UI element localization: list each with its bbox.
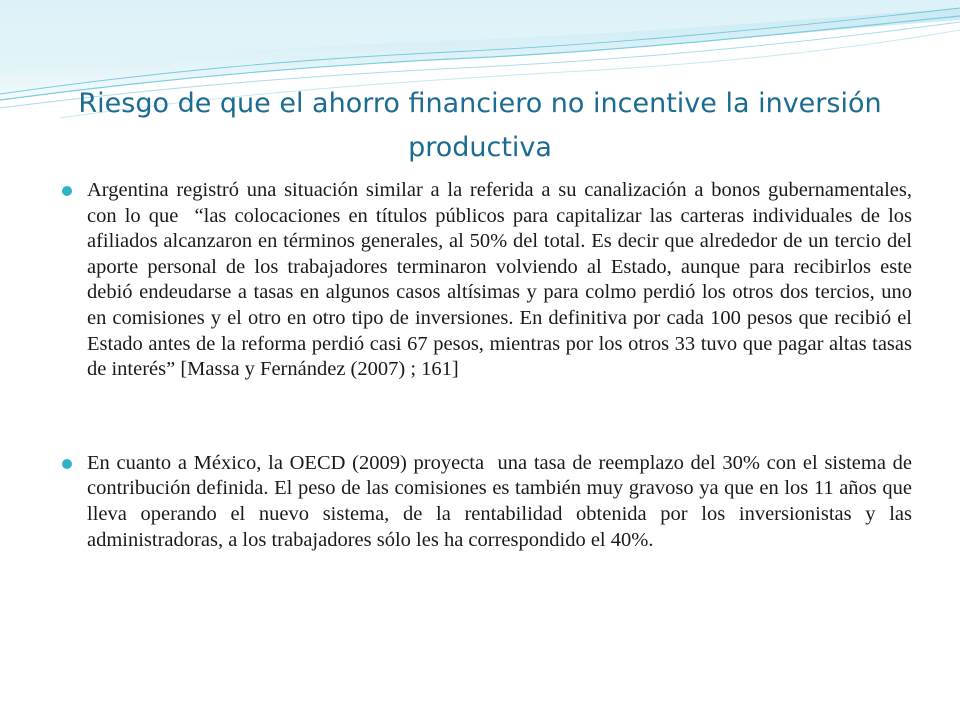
bullet-item [62,451,918,553]
bullet-text: Argentina registró una situación similar a la referida a su canalización a bonos gubernamentales, con lo que “las colocaciones en títulos públicos para capitalizar las carteras individuales de los afiliados alcanzaron en términos generales, al 50% del total. Es decir que alrededor de un tercio del aporte personal de los trabajadores terminaron volviendo al Estado, aunque para recibirlos este debió endeudarse a tasas en algunos casos altísimas y para colmo perdió los otros dos tercios, uno en comisiones y el otro en otro tipo de inversiones. En definitiva por cada 100 pesos que recibió el Estado antes de la reforma perdió casi 67 pesos, mientras por los otros 33 tuvo que pagar altas tasas de interés” [Massa y Fernández (2007) ; 161] [87,179,918,381]
bullet-item [62,178,918,383]
bullet-list [62,178,918,553]
bullet-dot-icon [62,459,72,469]
slide-title: Riesgo de que el ahorro financiero no incentive la inversión productiva [78,88,882,163]
bullet-dot-icon [62,186,72,196]
bullet-text: En cuanto a México, la OECD (2009) proyecta una tasa de reemplazo del 30% con el sistema de contribución definida. El peso de las comisiones es también muy gravoso ya que en los 11 años que lleva operando el nuevo sistema, de la rentabilidad obtenida por los inversionistas y las administradoras, a los trabajadores sólo les ha correspondido el 40%. [87,451,918,551]
